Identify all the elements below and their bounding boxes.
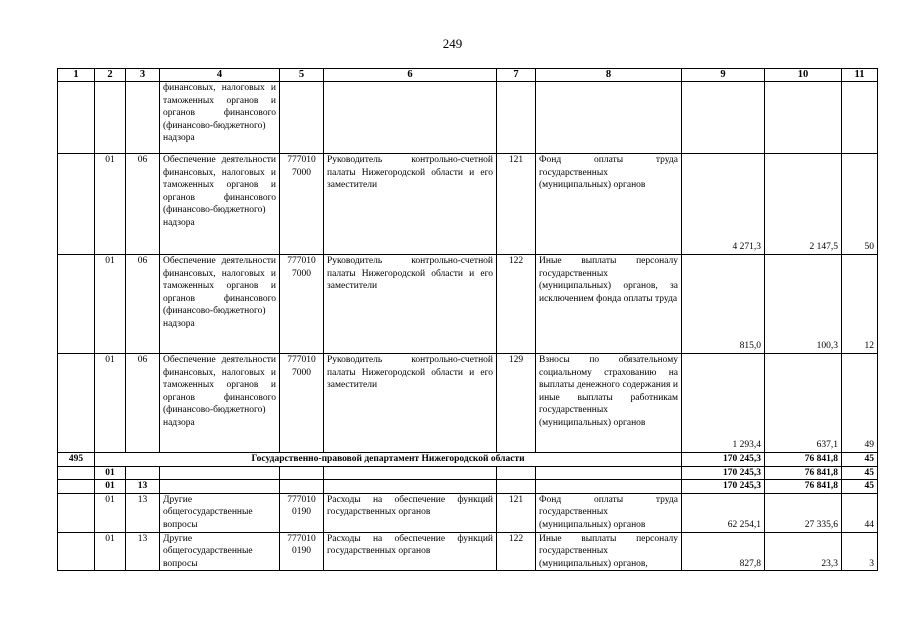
cell-col3 bbox=[126, 82, 160, 154]
cell-col10: 2 147,5 bbox=[765, 154, 842, 255]
cell-col3: 13 bbox=[126, 532, 160, 571]
cell-col5: 777010 7000 bbox=[280, 154, 324, 255]
cell-col11: 50 bbox=[842, 154, 878, 255]
column-header: 8 bbox=[536, 69, 682, 82]
table-row bbox=[58, 354, 878, 453]
cell-col11: 45 bbox=[842, 480, 878, 494]
cell-col11: 12 bbox=[842, 255, 878, 354]
column-header: 11 bbox=[842, 69, 878, 82]
department-code: 495 bbox=[58, 453, 95, 467]
column-header: 1 bbox=[58, 69, 95, 82]
column-header-row bbox=[58, 69, 878, 82]
cell-col4: Обеспечение деятельности финансовых, налоговых и таможенных органов и органов финансового (финансово-бюджетного) надзора bbox=[160, 255, 280, 354]
cell-col2: 01 bbox=[95, 480, 126, 494]
cell-col2: 01 bbox=[95, 354, 126, 453]
cell-col8: Иные выплаты персоналу государственных (муниципальных) органов, за исключением фонда оплаты труда bbox=[536, 255, 682, 354]
department-row bbox=[58, 453, 878, 467]
cell-col7: 121 bbox=[497, 493, 536, 532]
cell-col3: 13 bbox=[126, 493, 160, 532]
cell-col8 bbox=[536, 480, 682, 494]
column-header: 7 bbox=[497, 69, 536, 82]
table-row bbox=[58, 493, 878, 532]
cell-col4: Другие общегосударственные вопросы bbox=[160, 532, 280, 571]
column-header: 10 bbox=[765, 69, 842, 82]
cell-col6: Руководитель контрольно-счетной палаты Нижегородской области и его заместители bbox=[324, 154, 497, 255]
cell-col8: Иные выплаты персоналу государственных (муниципальных) органов, bbox=[536, 532, 682, 571]
cell-col2: 01 bbox=[95, 466, 126, 480]
department-col10: 76 841,8 bbox=[765, 453, 842, 467]
department-col11: 45 bbox=[842, 453, 878, 467]
table-row bbox=[58, 154, 878, 255]
cell-col8: Взносы по обязательному социальному страхованию на выплаты денежного содержания и иные выплаты работникам государственных (муниципальных) органов bbox=[536, 354, 682, 453]
cell-col1 bbox=[58, 532, 95, 571]
column-header: 6 bbox=[324, 69, 497, 82]
cell-col9: 62 254,1 bbox=[682, 493, 765, 532]
cell-col5: 777010 0190 bbox=[280, 532, 324, 571]
column-header: 4 bbox=[160, 69, 280, 82]
cell-col11: 3 bbox=[842, 532, 878, 571]
cell-col10: 100,3 bbox=[765, 255, 842, 354]
cell-col7: 122 bbox=[497, 532, 536, 571]
cell-col10 bbox=[765, 82, 842, 154]
cell-col7 bbox=[497, 82, 536, 154]
cell-col5: 777010 7000 bbox=[280, 255, 324, 354]
cell-col1 bbox=[58, 493, 95, 532]
cell-col9: 4 271,3 bbox=[682, 154, 765, 255]
cell-col9: 815,0 bbox=[682, 255, 765, 354]
cell-col5 bbox=[280, 480, 324, 494]
table-row bbox=[58, 82, 878, 154]
cell-col5: 777010 7000 bbox=[280, 354, 324, 453]
cell-col8 bbox=[536, 466, 682, 480]
cell-col7 bbox=[497, 480, 536, 494]
table-row bbox=[58, 532, 878, 571]
cell-col5 bbox=[280, 82, 324, 154]
cell-col11 bbox=[842, 82, 878, 154]
cell-col4 bbox=[160, 466, 280, 480]
column-header: 3 bbox=[126, 69, 160, 82]
cell-col1 bbox=[58, 154, 95, 255]
cell-col10: 76 841,8 bbox=[765, 466, 842, 480]
cell-col2: 01 bbox=[95, 532, 126, 571]
cell-col1 bbox=[58, 480, 95, 494]
cell-col6 bbox=[324, 82, 497, 154]
department-name: Государственно-правовой департамент Нижегородской области bbox=[95, 453, 682, 467]
cell-col4: Обеспечение деятельности финансовых, налоговых и таможенных органов и органов финансового (финансово-бюджетного) надзора bbox=[160, 354, 280, 453]
cell-col3: 06 bbox=[126, 255, 160, 354]
cell-col3: 06 bbox=[126, 154, 160, 255]
section-row bbox=[58, 480, 878, 494]
cell-col9 bbox=[682, 82, 765, 154]
cell-col10: 637,1 bbox=[765, 354, 842, 453]
cell-col2 bbox=[95, 82, 126, 154]
cell-col9: 170 245,3 bbox=[682, 466, 765, 480]
cell-col4: Обеспечение деятельности финансовых, налоговых и таможенных органов и органов финансового (финансово-бюджетного) надзора bbox=[160, 154, 280, 255]
cell-col11: 49 bbox=[842, 354, 878, 453]
cell-col6 bbox=[324, 480, 497, 494]
cell-col2: 01 bbox=[95, 493, 126, 532]
column-header: 9 bbox=[682, 69, 765, 82]
cell-col11: 44 bbox=[842, 493, 878, 532]
cell-col2: 01 bbox=[95, 154, 126, 255]
cell-col11: 45 bbox=[842, 466, 878, 480]
cell-col10: 76 841,8 bbox=[765, 480, 842, 494]
cell-col8 bbox=[536, 82, 682, 154]
page-number: 249 bbox=[442, 36, 463, 51]
cell-col3: 13 bbox=[126, 480, 160, 494]
cell-col5: 777010 0190 bbox=[280, 493, 324, 532]
cell-col4: Другие общегосударственные вопросы bbox=[160, 493, 280, 532]
department-col9: 170 245,3 bbox=[682, 453, 765, 467]
cell-col1 bbox=[58, 82, 95, 154]
section-row bbox=[58, 466, 878, 480]
table-row bbox=[58, 255, 878, 354]
cell-col10: 23,3 bbox=[765, 532, 842, 571]
cell-col5 bbox=[280, 466, 324, 480]
cell-col9: 170 245,3 bbox=[682, 480, 765, 494]
cell-col6: Руководитель контрольно-счетной палаты Нижегородской области и его заместители bbox=[324, 255, 497, 354]
cell-col9: 1 293,4 bbox=[682, 354, 765, 453]
cell-col6: Руководитель контрольно-счетной палаты Нижегородской области и его заместители bbox=[324, 354, 497, 453]
cell-col4 bbox=[160, 480, 280, 494]
cell-col6: Расходы на обеспечение функций государственных органов bbox=[324, 493, 497, 532]
cell-col3 bbox=[126, 466, 160, 480]
cell-col7: 122 bbox=[497, 255, 536, 354]
cell-col6: Расходы на обеспечение функций государственных органов bbox=[324, 532, 497, 571]
cell-col3: 06 bbox=[126, 354, 160, 453]
cell-col7: 121 bbox=[497, 154, 536, 255]
column-header: 5 bbox=[280, 69, 324, 82]
cell-col10: 27 335,6 bbox=[765, 493, 842, 532]
cell-col4: финансовых, налоговых и таможенных органов и органов финансового (финансово-бюджетного) надзора bbox=[160, 82, 280, 154]
budget-table bbox=[57, 68, 878, 571]
cell-col9: 827,8 bbox=[682, 532, 765, 571]
cell-col7: 129 bbox=[497, 354, 536, 453]
cell-col6 bbox=[324, 466, 497, 480]
cell-col1 bbox=[58, 466, 95, 480]
cell-col2: 01 bbox=[95, 255, 126, 354]
cell-col1 bbox=[58, 255, 95, 354]
cell-col1 bbox=[58, 354, 95, 453]
cell-col8: Фонд оплаты труда государственных (муниципальных) органов bbox=[536, 154, 682, 255]
cell-col7 bbox=[497, 466, 536, 480]
column-header: 2 bbox=[95, 69, 126, 82]
cell-col8: Фонд оплаты труда государственных (муниципальных) органов bbox=[536, 493, 682, 532]
